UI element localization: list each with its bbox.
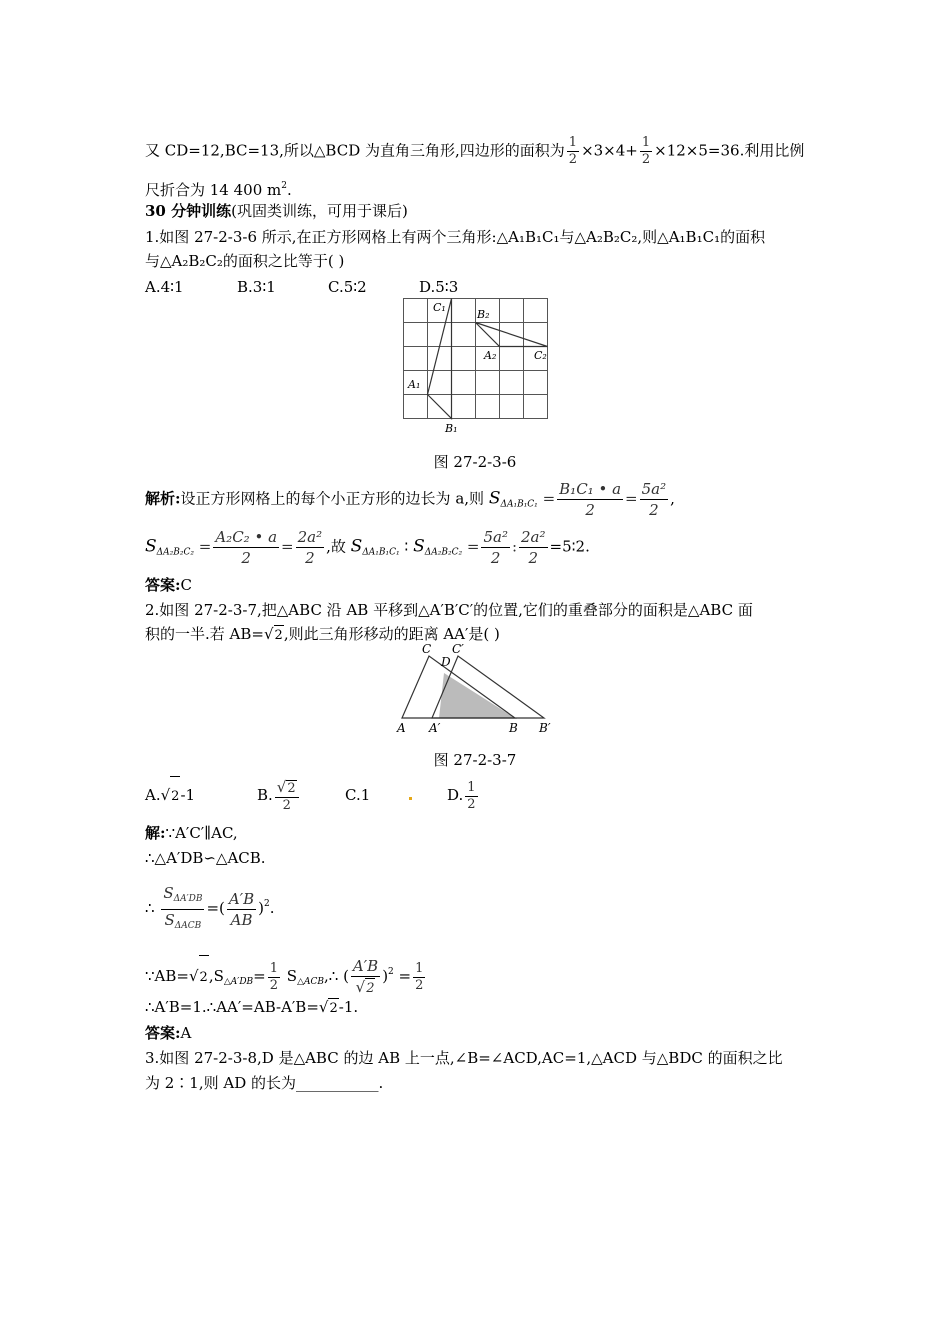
q3-text-2: 为 2∶1,则 AD 的长为___________. (145, 1074, 384, 1092)
figure-27-2-3-6 (400, 296, 552, 436)
q2-text-2: 积的一半.若 AB=√2,则此三角形移动的距离 AA′是( ) (145, 624, 500, 646)
label-c1: C₁ (433, 301, 446, 314)
label-a2: A₂ (484, 349, 497, 362)
q2-solution-4: $\because AB=√2,S_{\triangle A'DB}=$ $\frac{1}{2}$ $S_{\triangle ACB},\therefore$ ( $\frac{A'B}{√2}$ )$^2$ = $\frac{1}{2}$ (145, 950, 427, 1004)
q2-solution-2: ∴△A′DB∽△ACB. (145, 849, 266, 867)
decorative-dot (409, 797, 412, 800)
label-c2: C₂ (534, 349, 547, 362)
label-b1: B₁ (445, 422, 458, 435)
overlap-region (439, 673, 515, 718)
section-title: 30 分钟训练(巩固类训练，可用于课后) (145, 202, 408, 220)
figure-27-2-3-7 (392, 640, 562, 736)
figure-caption-1: 图 27-2-3-6 (433, 453, 517, 471)
grid (404, 299, 548, 419)
q1-analysis-line-2: $S_{\Delta A_2B_2C_2}$ = $\frac{\text{A₂C₂ • a}}{2}$ = $\frac{\text{2a²}}{2}$ ,故 $S_{\Delta A_1B_1C_1}$ ∶ $S_{\Delta A_2B_2C_2}$ = $\frac{\text{5a²}}{2}$ : $\frac{\text{2a²}}{2}$ =5∶2. (145, 528, 590, 567)
q2-solution-1: 解:∵A′C′∥AC, (145, 824, 238, 842)
triangle-a1b1c1 (428, 299, 452, 419)
q3-text-1: 3.如图 27-2-3-8,D 是△ABC 的边 AB 上一点,∠B=∠ACD,AC=1,△ACD 与△BDC 的面积之比 (145, 1049, 783, 1067)
label-d: D (441, 655, 451, 669)
q1-answer: 答案:C (145, 576, 193, 594)
q2-solution-3: ∴ $\frac{S_{\Delta A'DB}}{S_{\Delta ACB}}$ =( $\frac{A'B}{AB}$ )$^2$. (145, 882, 275, 936)
label-b-prime: B′ (539, 721, 551, 735)
top-line-2: 尺折合为 14 400 $m^2$. (145, 181, 292, 199)
label-a-prime: A′ (429, 721, 441, 735)
triangle-a2b2c2 (476, 323, 548, 347)
q2-text-1: 2.如图 27-2-3-7,把△ABC 沿 AB 平移到△A′B′C′的位置,它们的重叠部分的面积是△ABC 面 (145, 601, 753, 619)
q1-options: A.4∶1 B.3∶1 C.5∶2 D.5∶3 (145, 278, 459, 296)
label-b2: B₂ (477, 308, 490, 321)
label-c-prime: C′ (452, 642, 464, 656)
q1-analysis-line-1: 解析:设正方形网格上的每个小正方形的边长为 a,则 $S_{\Delta A_1B_1C_1}$ = $\frac{\text{B₁C₁ • a}}{2}$ = $\frac{\text{5a²}}{2}$ , (145, 480, 675, 519)
label-a: A (397, 721, 406, 735)
q2-options: A.√2-1 B. $\frac{√2}{2}$ C.1 D. $\frac{1}{2}$ (145, 775, 480, 817)
fraction-half: $\frac{1}{2}$ (568, 135, 578, 167)
top-line-1: 又 CD=12,BC=13,所以△BCD 为直角三角形,四边形的面积为 $\frac{1}{2}$ ×3×4+ $\frac{1}{2}$ ×12×5=36.利用比例 (145, 135, 805, 167)
label-c: C (422, 642, 432, 656)
label-a1: A₁ (408, 378, 421, 391)
label-b: B (509, 721, 518, 735)
q1-text-1: 1.如图 27-2-3-6 所示,在正方形网格上有两个三角形:△A₁B₁C₁与△A₂B₂C₂,则△A₁B₁C₁的面积 (145, 228, 766, 246)
q2-answer: 答案:A (145, 1024, 192, 1042)
q2-solution-5: ∴A′B=1.∴AA′=AB-A′B=√2-1. (145, 997, 358, 1019)
figure-caption-2: 图 27-2-3-7 (433, 751, 517, 769)
fraction-half: $\frac{1}{2}$ (641, 135, 651, 167)
q1-text-2: 与△A₂B₂C₂的面积之比等于( ) (145, 252, 345, 270)
